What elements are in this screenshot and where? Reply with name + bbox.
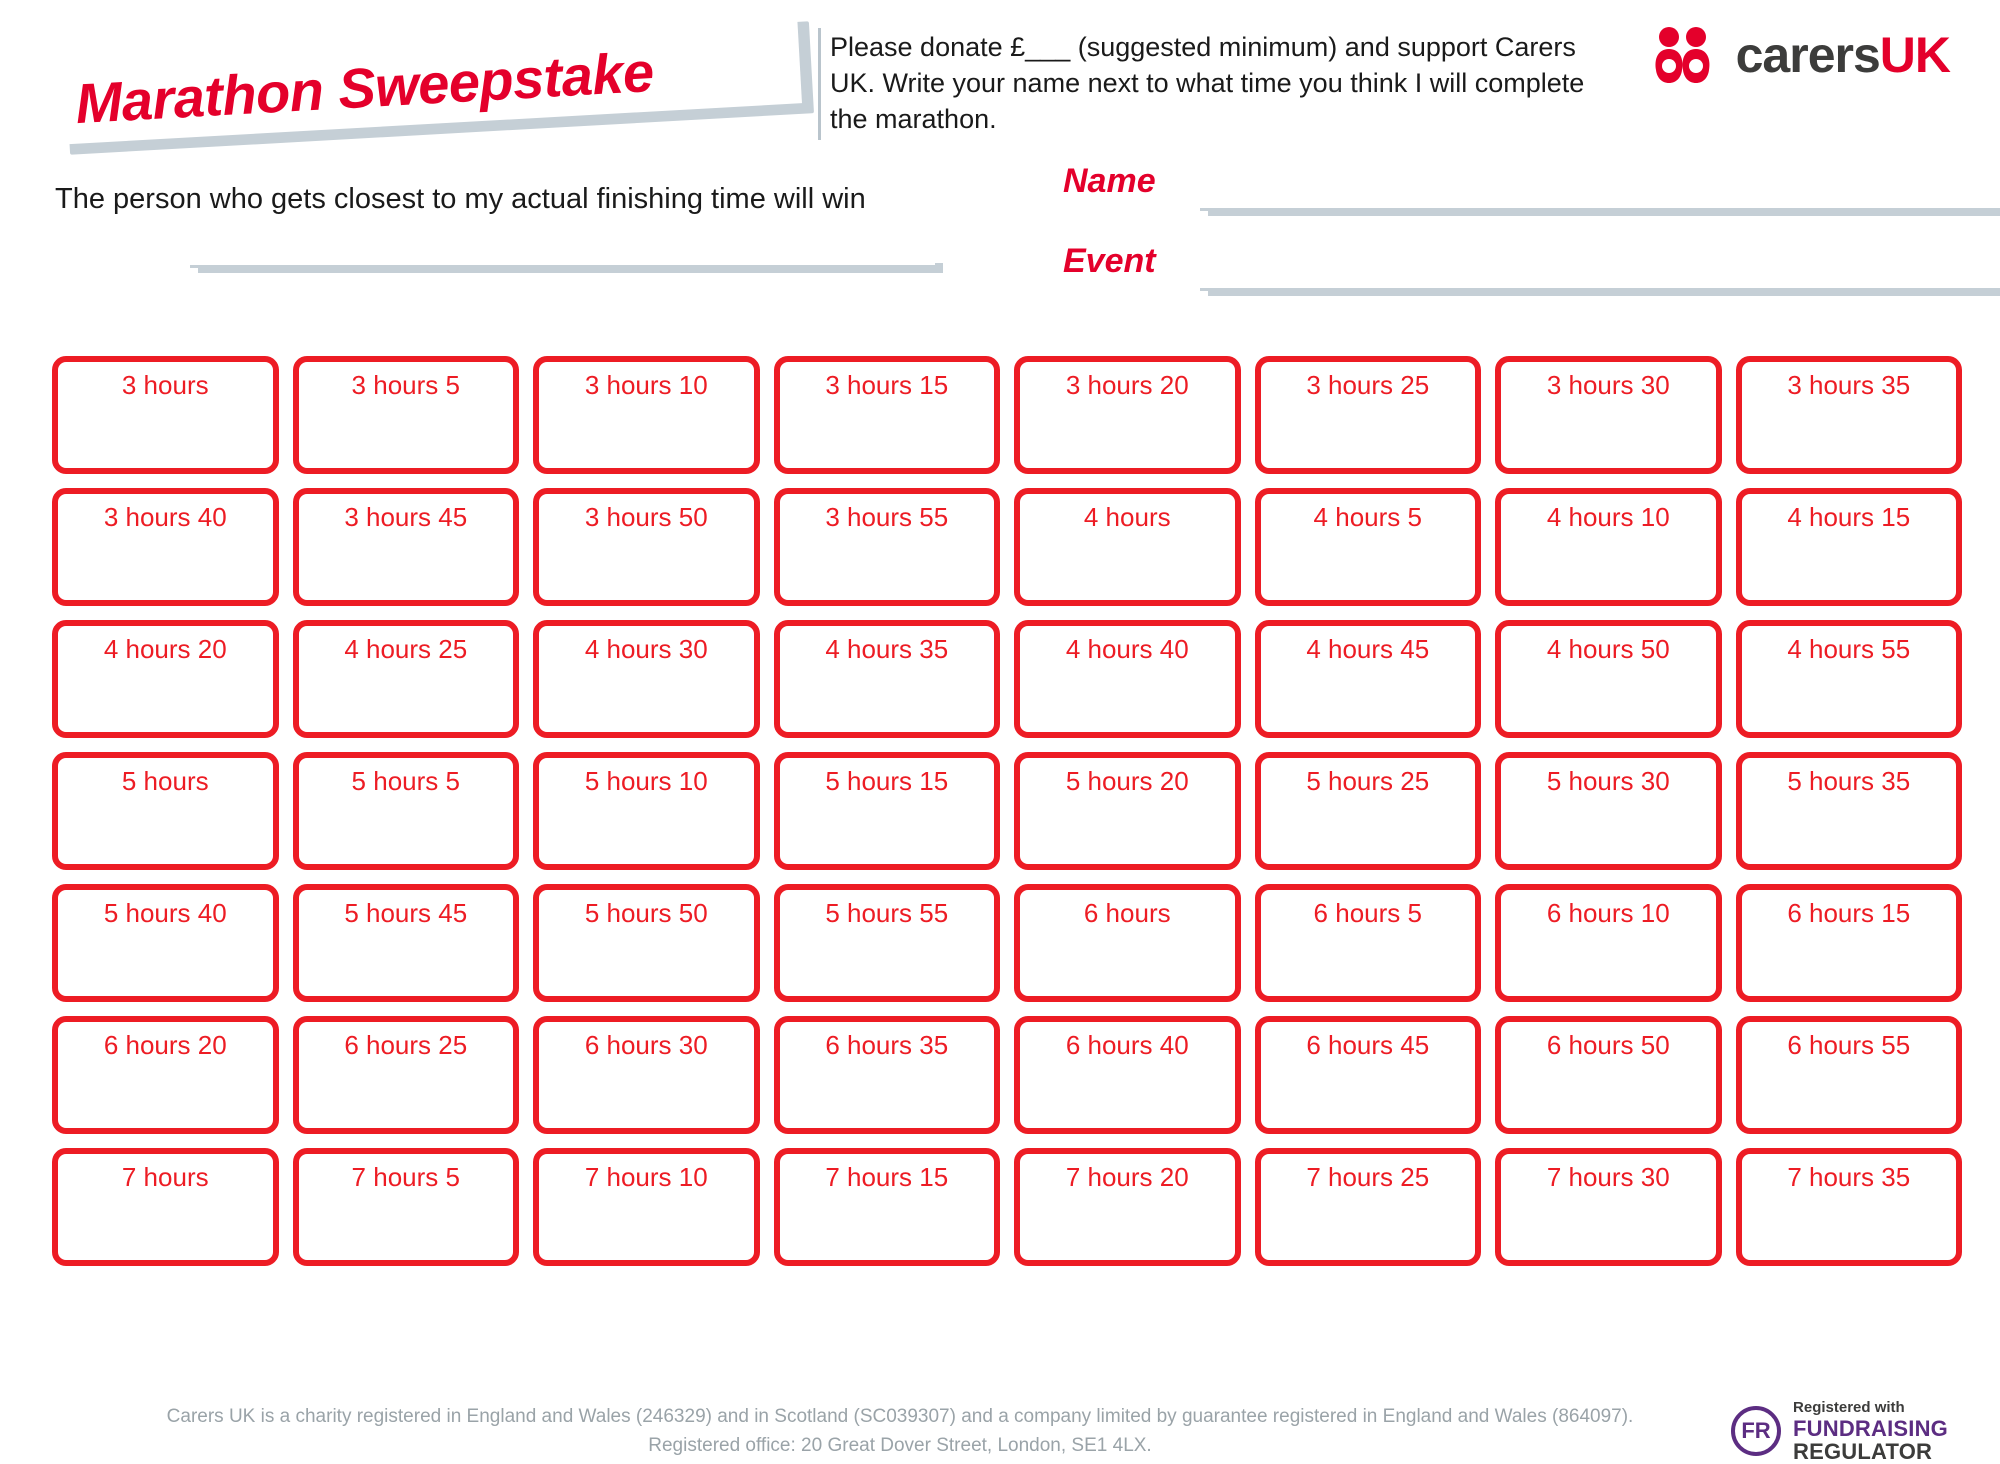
sweepstake-cell[interactable] — [1255, 620, 1482, 738]
sweepstake-cell[interactable] — [1495, 884, 1722, 1002]
sweepstake-cell-label: 3 hours 30 — [1546, 370, 1670, 400]
sweepstake-cell[interactable] — [1255, 1016, 1482, 1134]
sweepstake-cell-label: 7 hours 15 — [825, 1162, 949, 1192]
sweepstake-cell-label: 3 hours 55 — [825, 502, 949, 532]
sweepstake-cell-label: 4 hours 55 — [1787, 634, 1911, 664]
sweepstake-cell-label: 6 hours 50 — [1546, 1030, 1670, 1060]
sweepstake-grid — [52, 356, 1962, 1266]
sweepstake-cell-label: 3 hours 40 — [103, 502, 227, 532]
sweepstake-cell-label: 7 hours 20 — [1065, 1162, 1189, 1192]
sweepstake-cell-label: 5 hours 20 — [1065, 766, 1189, 796]
sweepstake-cell[interactable] — [1255, 356, 1482, 474]
sweepstake-cell[interactable] — [1255, 488, 1482, 606]
fundraising-regulator-logo — [1731, 1400, 1948, 1463]
sweepstake-cell[interactable] — [52, 884, 279, 1002]
event-input[interactable] — [1200, 280, 2000, 291]
sweepstake-cell-label: 5 hours 30 — [1546, 766, 1670, 796]
sweepstake-cell[interactable] — [774, 884, 1001, 1002]
fr-fundraising: FUNDRAISING — [1793, 1415, 1948, 1441]
fr-text-block — [1793, 1400, 1948, 1463]
sweepstake-cell-label: 4 hours 30 — [584, 634, 708, 664]
sweepstake-cell-label: 5 hours 45 — [344, 898, 468, 928]
sweepstake-cell[interactable] — [1255, 1148, 1482, 1266]
sweepstake-cell-label: 5 hours 15 — [825, 766, 949, 796]
sweepstake-cell-label: 6 hours 25 — [344, 1030, 468, 1060]
sweepstake-cell[interactable] — [533, 356, 760, 474]
sweepstake-cell-label: 5 hours 5 — [351, 766, 460, 796]
sweepstake-cell[interactable] — [1014, 884, 1241, 1002]
sweepstake-cell[interactable] — [1495, 1016, 1722, 1134]
sweepstake-cell[interactable] — [1495, 488, 1722, 606]
sweepstake-cell[interactable] — [52, 752, 279, 870]
sweepstake-cell-label: 4 hours — [1083, 502, 1171, 532]
sweepstake-cell[interactable] — [1495, 752, 1722, 870]
sweepstake-cell[interactable] — [1255, 884, 1482, 1002]
sweepstake-cell[interactable] — [293, 620, 520, 738]
sweepstake-cell-label: 3 hours 15 — [825, 370, 949, 400]
sweepstake-cell-label: 6 hours 45 — [1306, 1030, 1430, 1060]
sweepstake-cell-label: 4 hours 20 — [103, 634, 227, 664]
sweepstake-cell[interactable] — [52, 356, 279, 474]
sweepstake-cell[interactable] — [293, 752, 520, 870]
page-header — [0, 0, 2000, 170]
sweepstake-cell-label: 3 hours 10 — [584, 370, 708, 400]
sweepstake-cell[interactable] — [52, 620, 279, 738]
sweepstake-cell[interactable] — [293, 884, 520, 1002]
sweepstake-cell-label: 4 hours 10 — [1546, 502, 1670, 532]
intro-text: Please donate £___ (suggested minimum) and support Carers UK. Write your name next to what time you think I will complete the marathon. — [830, 32, 1585, 134]
sweepstake-cell-label: 3 hours 20 — [1065, 370, 1189, 400]
sweepstake-cell-label: 6 hours 35 — [825, 1030, 949, 1060]
sweepstake-cell-label: 5 hours 10 — [584, 766, 708, 796]
sweepstake-cell[interactable] — [52, 1148, 279, 1266]
closest-line — [190, 255, 935, 268]
carers-uk-logo — [1652, 26, 1950, 84]
sweepstake-cell[interactable] — [1736, 620, 1963, 738]
sweepstake-cell-label: 6 hours — [1083, 898, 1171, 928]
sweepstake-cell[interactable] — [533, 620, 760, 738]
sweepstake-cell-label: 6 hours 55 — [1787, 1030, 1911, 1060]
sweepstake-cell-label: 7 hours — [121, 1162, 209, 1192]
fr-badge-icon: FR — [1731, 1406, 1781, 1456]
sweepstake-cell-label: 3 hours 25 — [1306, 370, 1430, 400]
sweepstake-cell[interactable] — [52, 488, 279, 606]
sweepstake-cell[interactable] — [774, 752, 1001, 870]
carers-uk-people-icon — [1652, 26, 1722, 84]
sweepstake-cell-label: 6 hours 10 — [1546, 898, 1670, 928]
sweepstake-cell-label: 3 hours — [121, 370, 209, 400]
sweepstake-cell-label: 4 hours 50 — [1546, 634, 1670, 664]
sweepstake-cell-label: 5 hours 50 — [584, 898, 708, 928]
fr-registered-with: Registered with — [1793, 1399, 1905, 1416]
sweepstake-cell[interactable] — [1736, 1016, 1963, 1134]
sweepstake-cell[interactable] — [533, 488, 760, 606]
logo-word-main: carers — [1735, 27, 1880, 83]
event-label: Event — [1063, 242, 1156, 280]
header-divider — [818, 28, 821, 140]
sweepstake-cell[interactable] — [293, 488, 520, 606]
sweepstake-cell-label: 4 hours 5 — [1313, 502, 1422, 532]
sweepstake-cell-label: 5 hours 40 — [103, 898, 227, 928]
sweepstake-cell[interactable] — [1736, 1148, 1963, 1266]
sweepstake-cell-label: 4 hours 40 — [1065, 634, 1189, 664]
sweepstake-cell[interactable] — [533, 1148, 760, 1266]
logo-wordmark — [1736, 26, 1950, 84]
sweepstake-cell-label: 7 hours 35 — [1787, 1162, 1911, 1192]
footer-legal — [60, 1402, 1740, 1461]
sweepstake-cell-label: 5 hours 25 — [1306, 766, 1430, 796]
sweepstake-cell-label: 7 hours 30 — [1546, 1162, 1670, 1192]
sweepstake-cell[interactable] — [774, 1148, 1001, 1266]
closest-time-text: The person who gets closest to my actual finishing time will win — [55, 183, 866, 215]
sweepstake-cell-label: 5 hours — [121, 766, 209, 796]
sweepstake-cell[interactable] — [1014, 620, 1241, 738]
sweepstake-cell[interactable] — [1736, 752, 1963, 870]
sweepstake-cell[interactable] — [774, 356, 1001, 474]
sweepstake-cell[interactable] — [1255, 752, 1482, 870]
sweepstake-cell-label: 6 hours 30 — [584, 1030, 708, 1060]
sweepstake-cell[interactable] — [774, 1016, 1001, 1134]
sweepstake-cell[interactable] — [293, 1016, 520, 1134]
sweepstake-cell-label: 3 hours 5 — [351, 370, 460, 400]
sweepstake-cell[interactable] — [1736, 884, 1963, 1002]
sweepstake-cell-label: 4 hours 45 — [1306, 634, 1430, 664]
sweepstake-cell-label: 6 hours 15 — [1787, 898, 1911, 928]
fr-regulator: REGULATOR — [1793, 1438, 1933, 1464]
sweepstake-cell-label: 4 hours 35 — [825, 634, 949, 664]
sweepstake-cell[interactable] — [533, 884, 760, 1002]
sweepstake-cell[interactable] — [1736, 356, 1963, 474]
sweepstake-cell-label: 4 hours 25 — [344, 634, 468, 664]
sweepstake-cell[interactable] — [1495, 620, 1722, 738]
sweepstake-cell[interactable] — [1495, 1148, 1722, 1266]
sweepstake-cell-label: 6 hours 5 — [1313, 898, 1422, 928]
sweepstake-cell[interactable] — [1014, 1016, 1241, 1134]
sweepstake-cell-label: 3 hours 45 — [344, 502, 468, 532]
logo-word-accent: UK — [1879, 27, 1950, 83]
footer-legal-line2: Registered office: 20 Great Dover Street, London, SE1 4LX. — [648, 1435, 1152, 1457]
sweepstake-cell-label: 6 hours 20 — [103, 1030, 227, 1060]
sweepstake-cell-label: 7 hours 10 — [584, 1162, 708, 1192]
sweepstake-cell-label: 3 hours 35 — [1787, 370, 1911, 400]
sweepstake-cell-label: 4 hours 15 — [1787, 502, 1911, 532]
sweepstake-cell[interactable] — [533, 1016, 760, 1134]
sweepstake-cell-label: 7 hours 5 — [351, 1162, 460, 1192]
sweepstake-cell-label: 5 hours 35 — [1787, 766, 1911, 796]
sweepstake-cell[interactable] — [774, 620, 1001, 738]
page-title: Marathon Sweepstake — [73, 39, 656, 136]
sweepstake-cell[interactable] — [52, 1016, 279, 1134]
sweepstake-cell[interactable] — [1014, 1148, 1241, 1266]
sweepstake-cell[interactable] — [1736, 488, 1963, 606]
sweepstake-cell[interactable] — [1014, 488, 1241, 606]
sweepstake-cell-label: 6 hours 40 — [1065, 1030, 1189, 1060]
sweepstake-cell-label: 3 hours 50 — [584, 502, 708, 532]
name-label: Name — [1063, 162, 1156, 200]
sweepstake-cell[interactable] — [293, 1148, 520, 1266]
sweepstake-cell-label: 5 hours 55 — [825, 898, 949, 928]
sweepstake-cell[interactable] — [774, 488, 1001, 606]
sweepstake-cell[interactable] — [1014, 752, 1241, 870]
page-subheader — [0, 162, 2000, 300]
sweepstake-cell[interactable] — [1495, 356, 1722, 474]
sweepstake-cell[interactable] — [533, 752, 760, 870]
sweepstake-cell-label: 7 hours 25 — [1306, 1162, 1430, 1192]
sweepstake-cell[interactable] — [293, 356, 520, 474]
sweepstake-cell[interactable] — [1014, 356, 1241, 474]
name-input[interactable] — [1200, 200, 2000, 211]
title-banner — [55, 20, 815, 150]
footer-legal-line1: Carers UK is a charity registered in England and Wales (246329) and in Scotland (SC039307) and a company limited by guarantee registered in England and Wales (864097). — [166, 1406, 1634, 1427]
